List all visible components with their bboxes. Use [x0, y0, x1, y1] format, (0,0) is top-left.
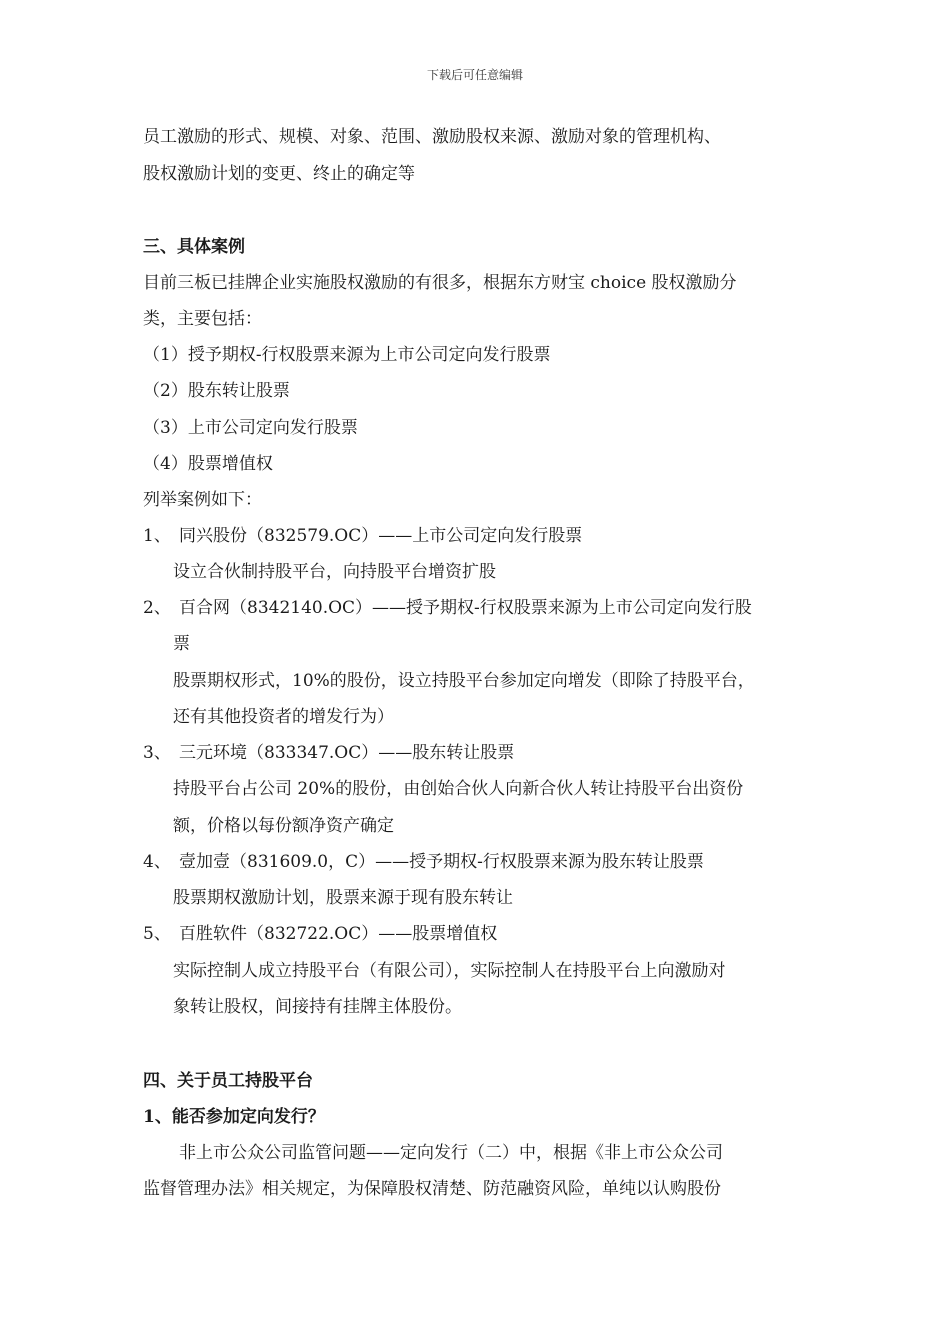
page-header: 下载后可任意编辑 [426, 68, 523, 82]
case-detail: 股票期权激励计划，股票来源于现有股东转让 [173, 888, 513, 908]
case-title: 三元环境（833347.OC）——股东转让股票 [179, 743, 515, 763]
paragraph-line: 目前三板已挂牌企业实施股权激励的有很多，根据东方财宝 choice 股权激励分 [143, 273, 737, 293]
case-title: 同兴股份（832579.OC）——上市公司定向发行股票 [179, 526, 583, 546]
section-heading: 四、关于员工持股平台 [143, 1071, 313, 1091]
category-item: （4）股票增值权 [143, 454, 273, 474]
case-detail: 设立合伙制持股平台，向持股平台增资扩股 [173, 562, 496, 582]
case-detail: 实际控制人成立持股平台（有限公司），实际控制人在持股平台上向激励对 [173, 961, 726, 981]
case-detail: 额，价格以每份额净资产确定 [173, 816, 394, 836]
case-number: 2、 [143, 598, 171, 618]
paragraph-line: 类，主要包括： [143, 309, 262, 329]
category-item: （1）授予期权-行权股票来源为上市公司定向发行股票 [143, 345, 551, 365]
subsection-heading: 1、能否参加定向发行？ [143, 1107, 325, 1127]
case-detail: 还有其他投资者的增发行为） [173, 707, 394, 727]
case-number: 4、 [143, 852, 171, 872]
cases-intro: 列举案例如下： [143, 490, 262, 510]
case-title: 百合网（8342140.OC）——授予期权-行权股票来源为上市公司定向发行股 [179, 598, 752, 618]
case-number: 5、 [143, 924, 171, 944]
case-detail: 股票期权形式，10%的股份，设立持股平台参加定向增发（即除了持股平台， [173, 671, 755, 691]
category-item: （2）股东转让股票 [143, 381, 290, 401]
category-item: （3）上市公司定向发行股票 [143, 418, 358, 438]
paragraph-line: 监督管理办法》相关规定，为保障股权清楚、防范融资风险，单纯以认购股份 [143, 1179, 721, 1199]
case-title: 百胜软件（832722.OC）——股票增值权 [179, 924, 498, 944]
case-title: 壹加壹（831609.0，C）——授予期权-行权股票来源为股东转让股票 [179, 852, 704, 872]
section-heading: 三、具体案例 [143, 237, 245, 257]
case-number: 1、 [143, 526, 171, 546]
case-title-cont: 票 [173, 634, 190, 654]
case-number: 3、 [143, 743, 171, 763]
intro-line: 股权激励计划的变更、终止的确定等 [143, 164, 415, 184]
case-detail: 持股平台占公司 20%的股份，由创始合伙人向新合伙人转让持股平台出资份 [173, 779, 744, 799]
case-detail: 象转让股权，间接持有挂牌主体股份。 [173, 997, 462, 1017]
paragraph-line: 非上市公众公司监管问题——定向发行（二）中，根据《非上市公众公司 [179, 1143, 723, 1163]
intro-line: 员工激励的形式、规模、对象、范围、激励股权来源、激励对象的管理机构、 [143, 127, 721, 147]
